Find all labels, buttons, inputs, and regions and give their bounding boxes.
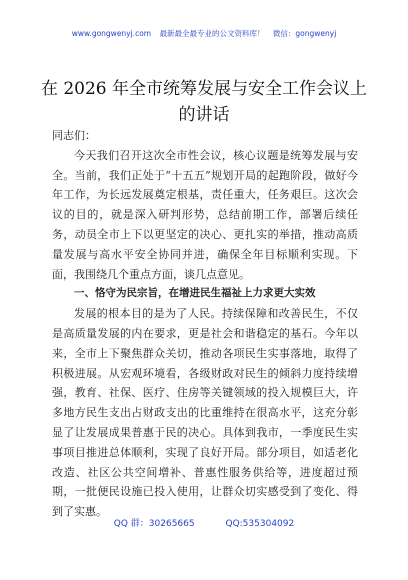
site-url-link[interactable]: www.gongwenyj.com — [71, 29, 152, 38]
body-paragraph: 发展的根本目的是为了人民。持续保障和改善民生，不仅是高质量发展的内在要求，更是社会和谐稳定的基石。今年以来，全市上下聚焦群众关切，推动各项民生实事落地，取得了积极进展。从宏观环境看，各级财政对民生的倾斜力度持续增强，教育、社保、医疗、住房等关键领域的投入规模巨大，许多地方民生支出占财政支出的比重维持在很高水平，这充分彰显了让发展成果普惠于民的决心。具体到我市，一季度民生实事项目推进总体顺利，实现了良好开局。部分项目，如适老化改造、社区公共空间增补、普惠性服务供给等，进度超过预期，一批便民设施已投入使用，让群众切实感受到了变化、得到了实惠。 — [52, 307, 358, 519]
body-paragraph: 今天我们召开这次全市性会议，核心议题是统筹发展与安全。当前，我们正处于“十五五”规划开局的起跑阶段，做好今年工作，为长远发展奠定根基，责任重大，任务艰巨。这次会议的目的，就是深入研判形势，总结前期工作，部署后续任务，动员全市上下以更坚定的决心、更扎实的举措，推动高质量发展与高水平安全协同并进，确保全年目标顺利实现。下面，我围绕几个重点方面，谈几点意见。 — [52, 148, 358, 281]
salutation: 同志们： — [52, 129, 96, 142]
document-body — [52, 126, 358, 522]
site-slogan: 最新最全最专业的公文资料库！ — [159, 29, 265, 38]
site-header — [0, 28, 408, 39]
wechat-id: 微信：gongwenyj — [272, 29, 337, 38]
page-footer — [0, 516, 408, 529]
qq-group-number: QQ 群：30265665 — [113, 519, 195, 529]
qq-number: QQ:535304092 — [225, 519, 295, 529]
document-title: 在 2026 年全市统筹发展与安全工作会议上的讲话 — [40, 79, 368, 125]
section-heading: 一、恪守为民宗旨，在增进民生福祉上力求更大实效 — [74, 287, 316, 300]
